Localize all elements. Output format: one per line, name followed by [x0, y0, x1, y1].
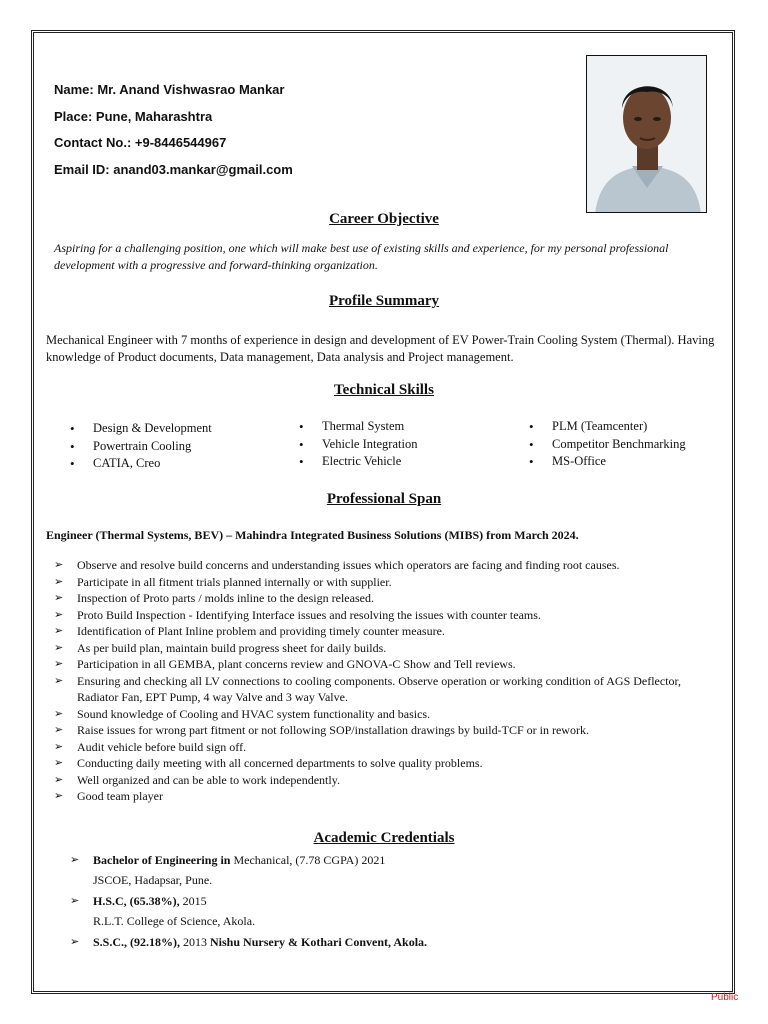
skill-item: • Vehicle Integration [299, 436, 417, 454]
professional-span-heading: Professional Span [326, 491, 442, 507]
duty-item: ➢ Raise issues for wrong part fitment or not following SOP/installation drawings by build-TCF or in rework. [54, 722, 714, 739]
duty-item: ➢ As per build plan, maintain build progress sheet for daily builds. [54, 640, 714, 657]
academics-list [70, 850, 710, 952]
duty-item: ➢ Audit vehicle before build sign off. [54, 739, 714, 756]
skill-item: • Electric Vehicle [299, 453, 417, 471]
duty-item: ➢ Participate in all fitment trials planned internally or with supplier. [54, 574, 714, 591]
hsc-year: 2015 [179, 894, 207, 908]
academic-credentials-heading: Academic Credentials [313, 830, 455, 846]
ssc-year: 2013 [180, 935, 211, 949]
profile-photo [586, 55, 707, 213]
skills-column-1 [70, 420, 212, 473]
be-degree: Bachelor of Engineering in [93, 853, 231, 867]
ssc-school: Nishu Nursery & Kothari Convent, Akola. [210, 935, 428, 949]
duty-item: ➢ Good team player [54, 788, 714, 805]
ssc-degree: S.S.C., (92.18%), [93, 935, 181, 949]
duty-item: ➢ Inspection of Proto parts / molds inline to the design released. [54, 590, 714, 607]
duty-item: ➢ Conducting daily meeting with all concerned departments to solve quality problems. [54, 755, 714, 772]
academic-item-ssc [70, 932, 710, 952]
be-college: JSCOE, Hadapsar, Pune. [93, 873, 213, 887]
academic-item-hsc [70, 891, 710, 911]
skill-item: • Thermal System [299, 418, 417, 436]
skill-item: • Design & Development [70, 420, 212, 438]
duty-item: ➢ Observe and resolve build concerns and understanding issues which operators are facing and finding root causes. [54, 557, 714, 574]
skill-item: • CATIA, Creo [70, 455, 212, 473]
duties-list [54, 557, 714, 805]
duty-item: ➢ Ensuring and checking all LV connections to cooling components. Observe operation or working condition of AGS Deflector, Radiator Fan, EPT Pump, 4 way Valve and 3 way Valve. [54, 673, 714, 706]
skill-item: • MS-Office [529, 453, 686, 471]
job-title: Engineer (Thermal Systems, BEV) – Mahindra Integrated Business Solutions (MIBS) from March 2024. [46, 528, 579, 542]
profile-summary-heading: Profile Summary [328, 293, 440, 309]
skills-column-3 [529, 418, 686, 471]
hsc-degree: H.S.C, (65.38%), [93, 894, 180, 908]
technical-skills-heading: Technical Skills [334, 382, 434, 398]
career-objective-text: Aspiring for a challenging position, one which will make best use of existing skills and experience, for my personal professional development with a progressive and forward-thinking organization. [54, 241, 669, 272]
duty-item: ➢ Sound knowledge of Cooling and HVAC system functionality and basics. [54, 706, 714, 723]
academic-item-be [70, 850, 710, 870]
duty-item: ➢ Well organized and can be able to work independently. [54, 772, 714, 789]
skill-item: • Competitor Benchmarking [529, 436, 686, 454]
public-label: Public [711, 992, 739, 1003]
contact-phone: Contact No.: +9-8446544967 [54, 135, 227, 150]
skill-item: • Powertrain Cooling [70, 438, 212, 456]
contact-email: Email ID: anand03.mankar@gmail.com [54, 161, 293, 177]
career-objective-heading: Career Objective [329, 211, 439, 227]
duty-item: ➢ Identification of Plant Inline problem and providing timely counter measure. [54, 623, 714, 640]
duty-item: ➢ Proto Build Inspection - Identifying Interface issues and resolving the issues with counter teams. [54, 607, 714, 624]
profile-photo-illustration [587, 56, 707, 213]
contact-block [54, 77, 293, 183]
contact-name: Name: Mr. Anand Vishwasrao Mankar [54, 82, 285, 97]
profile-summary-text: Mechanical Engineer with 7 months of experience in design and development of EV Power-Train Cooling System (Thermal). Having knowledge of Product documents, Data management, Data analysis and Project management. [46, 333, 715, 364]
duty-item: ➢ Participation in all GEMBA, plant concerns review and GNOVA-C Show and Tell reviews. [54, 656, 714, 673]
contact-place: Place: Pune, Maharashtra [54, 108, 213, 124]
skills-column-2 [299, 418, 417, 471]
hsc-college: R.L.T. College of Science, Akola. [93, 914, 256, 928]
skill-item: • PLM (Teamcenter) [529, 418, 686, 436]
be-details: Mechanical, (7.78 CGPA) 2021 [230, 853, 386, 867]
